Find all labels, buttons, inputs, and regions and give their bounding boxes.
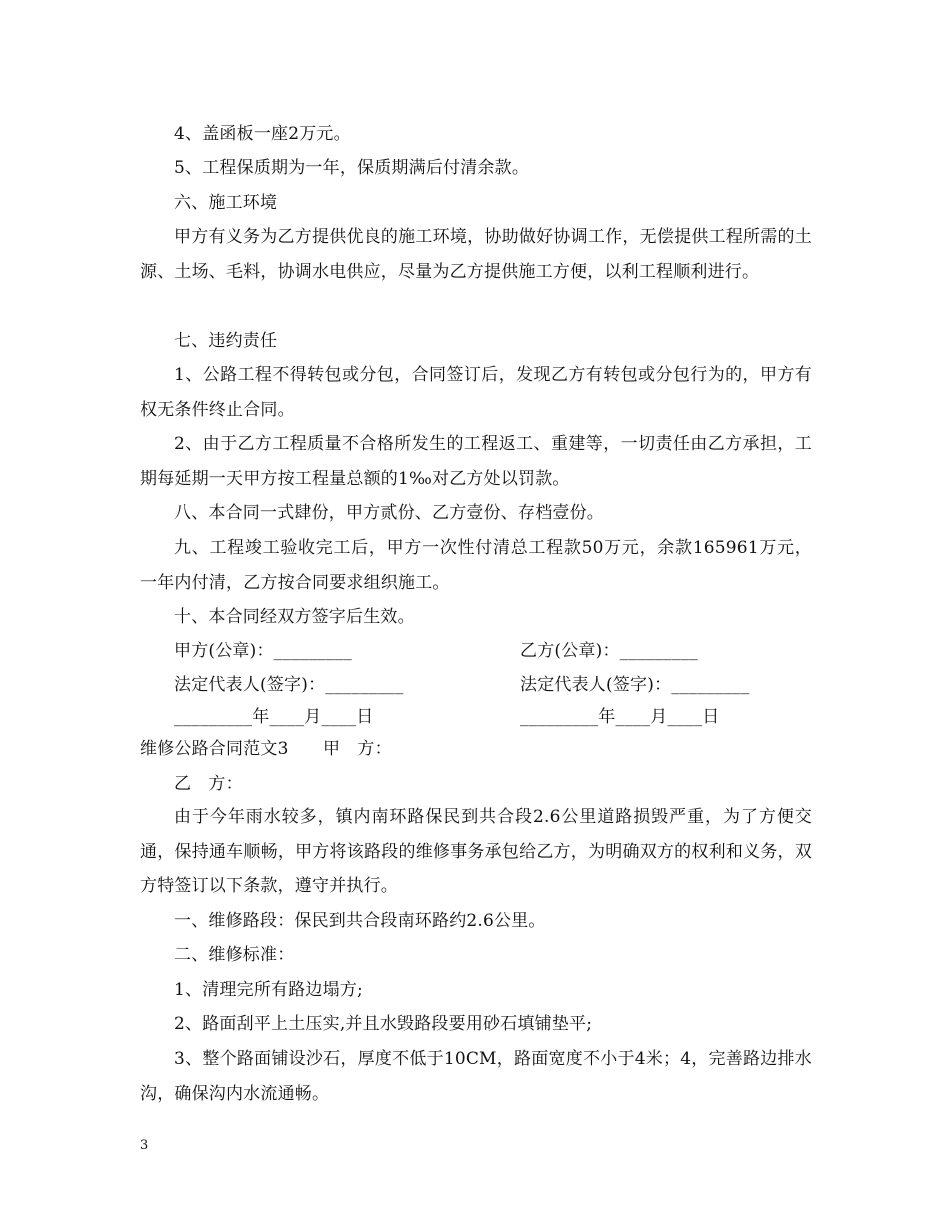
section-7-heading: 七、违约责任	[174, 331, 278, 351]
party-a-seal-line: 甲方(公章)：_________	[174, 641, 352, 661]
party-b-date-line: _________年____月____日	[520, 707, 720, 727]
section-9-paragraph: 九、工程竣工验收完工后，甲方一次性付清总工程款50万元，余款165961万元，一年内付清，乙方按合同要求组织施工。	[140, 538, 812, 593]
repair-standard-3-paragraph: 3、整个路面铺设沙石，厚度不低于10CM，路面宽度不小于4米；4，完善路边排水沟，确保沟内水流通畅。	[140, 1049, 812, 1104]
breach-clause-1-paragraph: 1、公路工程不得转包或分包，合同签订后，发现乙方有转包或分包行为的，甲方有权无条件终止合同。	[140, 365, 812, 420]
repair-section-1-paragraph: 一、维修路段：保民到共合段南环路约2.6公里。	[174, 911, 546, 931]
item-4-paragraph: 4、盖函板一座2万元。	[174, 124, 351, 144]
party-b-line: 乙 方：	[174, 774, 243, 794]
repair-section-2-heading: 二、维修标准：	[174, 945, 295, 965]
section-6-heading: 六、施工环境	[174, 193, 278, 213]
section-10-paragraph: 十、本合同经双方签字后生效。	[174, 607, 415, 627]
repair-standard-2-paragraph: 2、路面刮平上土压实,并且水毁路段要用砂石填铺垫平;	[174, 1014, 593, 1034]
repair-intro-paragraph: 由于今年雨水较多，镇内南环路保民到共合段2.6公里道路损毁严重，为了方便交通，保持通车顺畅，甲方将该路段的维修事务承包给乙方，为明确双方的权利和义务，双方特签订以下条款，遵守并执行。	[140, 807, 812, 897]
party-a-date-line: _________年____月____日	[174, 707, 374, 727]
repair-standard-1-paragraph: 1、清理完所有路边塌方;	[174, 980, 363, 1000]
section-8-paragraph: 八、本合同一式肆份，甲方贰份、乙方壹份、存档壹份。	[174, 503, 604, 523]
party-b-representative-line: 法定代表人(签字)：_________	[520, 675, 750, 695]
page-number: 3	[140, 1138, 149, 1153]
party-b-seal-line: 乙方(公章)：_________	[520, 641, 698, 661]
item-5-paragraph: 5、工程保质期为一年，保质期满后付清余款。	[174, 158, 530, 178]
party-a-representative-line: 法定代表人(签字)：_________	[174, 675, 404, 695]
contract-sample-3-heading: 维修公路合同范文3 甲 方：	[140, 739, 392, 759]
breach-clause-2-paragraph: 2、由于乙方工程质量不合格所发生的工程返工、重建等，一切责任由乙方承担，工期每延期一天甲方按工程量总额的1‰对乙方处以罚款。	[140, 434, 812, 489]
construction-environment-paragraph: 甲方有义务为乙方提供优良的施工环境，协助做好协调工作，无偿提供工程所需的土源、土场、毛料，协调水电供应，尽量为乙方提供施工方便，以利工程顺利进行。	[140, 227, 812, 282]
